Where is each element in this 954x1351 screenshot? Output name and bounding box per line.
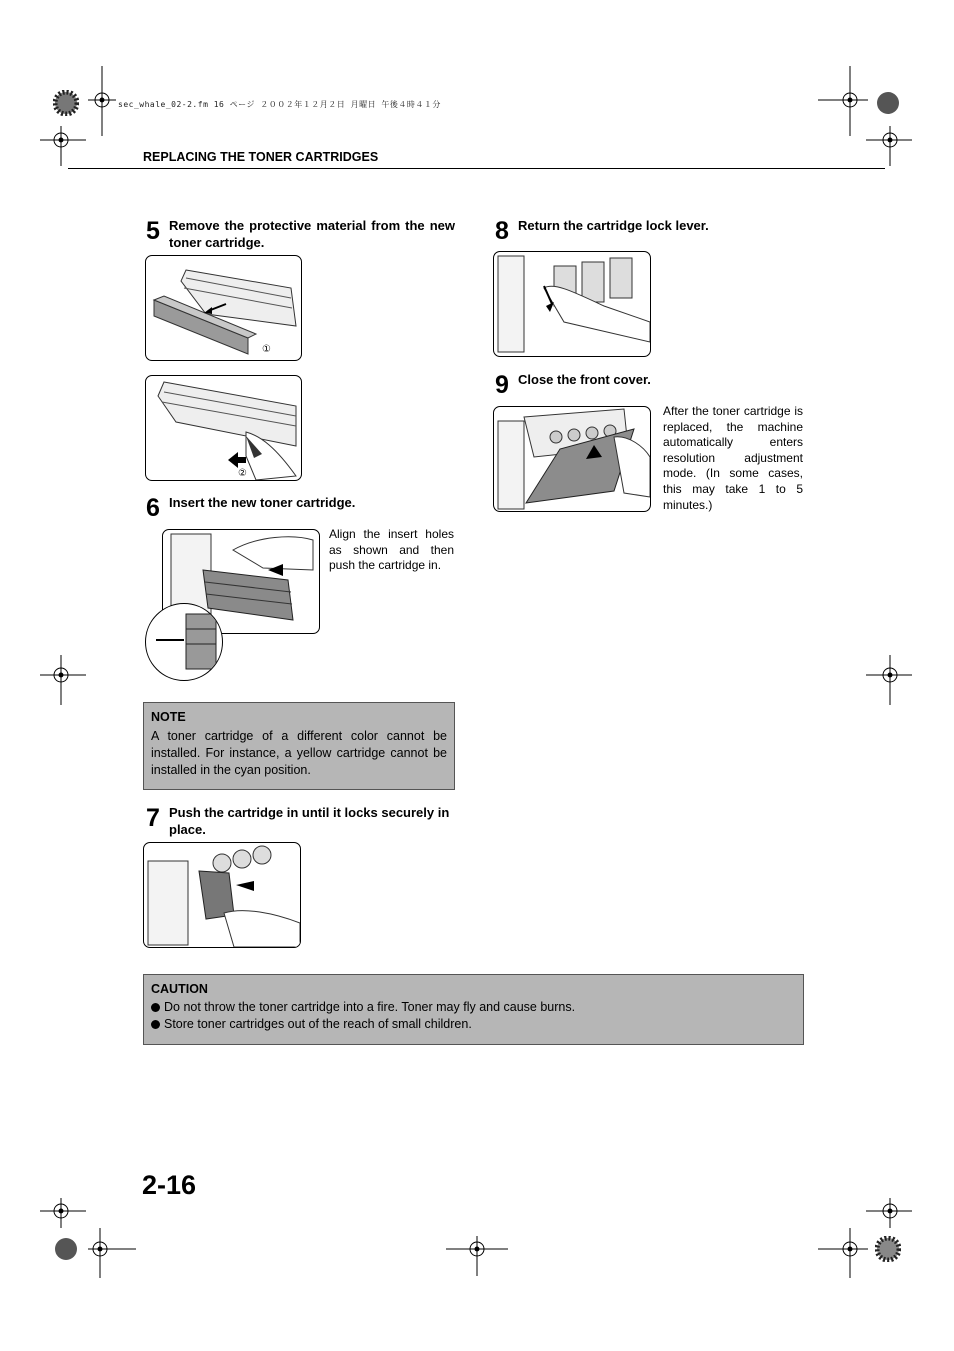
target-mark-bottom-right — [875, 1236, 901, 1262]
step-8-number: 8 — [495, 217, 509, 245]
target-mark-top-right — [875, 90, 901, 116]
step-9-illustration — [493, 406, 651, 512]
caution-box — [143, 974, 804, 1045]
bullet-icon — [151, 1003, 160, 1012]
step-5-marker-1: ① — [262, 344, 271, 355]
step-6-instruction: Insert the new toner cartridge. — [169, 495, 356, 510]
registration-mark-top-left — [88, 66, 116, 136]
step-9-number: 9 — [495, 371, 509, 399]
registration-mark-top-right — [818, 66, 868, 136]
registration-mark-right-top — [866, 126, 912, 166]
step-5-illustration-2 — [145, 375, 302, 481]
step-6-detail-circle — [145, 603, 223, 681]
caution-item — [151, 999, 796, 1016]
step-6-description: Align the insert holes as shown and then push the cartridge in. — [329, 527, 454, 573]
note-body: A toner cartridge of a different color cannot be installed. For instance, a yellow cartridge cannot be installed in the cyan position. — [151, 729, 447, 777]
note-box — [143, 702, 455, 790]
target-mark-top-left — [53, 90, 79, 116]
registration-mark-bottom-left — [88, 1228, 136, 1278]
step-5-number: 5 — [146, 217, 160, 245]
step-5-illustration-1 — [145, 255, 302, 361]
page-number: 2-16 — [142, 1170, 197, 1200]
header-rule — [68, 168, 885, 169]
caution-item-text: Do not throw the toner cartridge into a fire. Toner may fly and cause burns. — [164, 1000, 576, 1014]
caution-item — [151, 1016, 796, 1033]
step-5-instruction: Remove the protective material from the new toner cartridge. — [169, 218, 455, 250]
section-title: REPLACING THE TONER CARTRIDGES — [143, 150, 379, 164]
step-8-illustration — [493, 251, 651, 357]
step-7-number: 7 — [146, 804, 160, 832]
registration-mark-left-middle — [40, 655, 86, 705]
registration-mark-left-bottom — [40, 1198, 86, 1228]
registration-mark-right-middle — [866, 655, 912, 705]
note-title: NOTE — [151, 710, 186, 724]
registration-mark-right-bottom — [866, 1198, 912, 1228]
step-5-marker-2: ② — [238, 468, 247, 479]
step-8-instruction: Return the cartridge lock lever. — [518, 218, 709, 233]
file-metadata: sec_whale_02-2.fm 16 ページ ２００２年１２月２日 月曜日 午後４時４１分 — [118, 100, 441, 109]
caution-item-text: Store toner cartridges out of the reach of small children. — [164, 1017, 472, 1031]
caution-title: CAUTION — [151, 982, 208, 996]
step-7-illustration — [143, 842, 301, 948]
registration-mark-bottom-right — [818, 1228, 868, 1278]
bullet-icon — [151, 1020, 160, 1029]
registration-mark-left-top — [40, 126, 86, 166]
step-9-instruction: Close the front cover. — [518, 372, 651, 387]
step-9-description: After the toner cartridge is replaced, the machine automatically enters resolution adjustment mode. (In some cases, this may take 1 to 5 minutes.) — [663, 404, 803, 512]
step-6-number: 6 — [146, 494, 160, 522]
step-7-instruction: Push the cartridge in until it locks securely in place. — [169, 805, 450, 837]
target-mark-bottom-left — [53, 1236, 79, 1262]
registration-mark-bottom-center — [446, 1236, 508, 1276]
